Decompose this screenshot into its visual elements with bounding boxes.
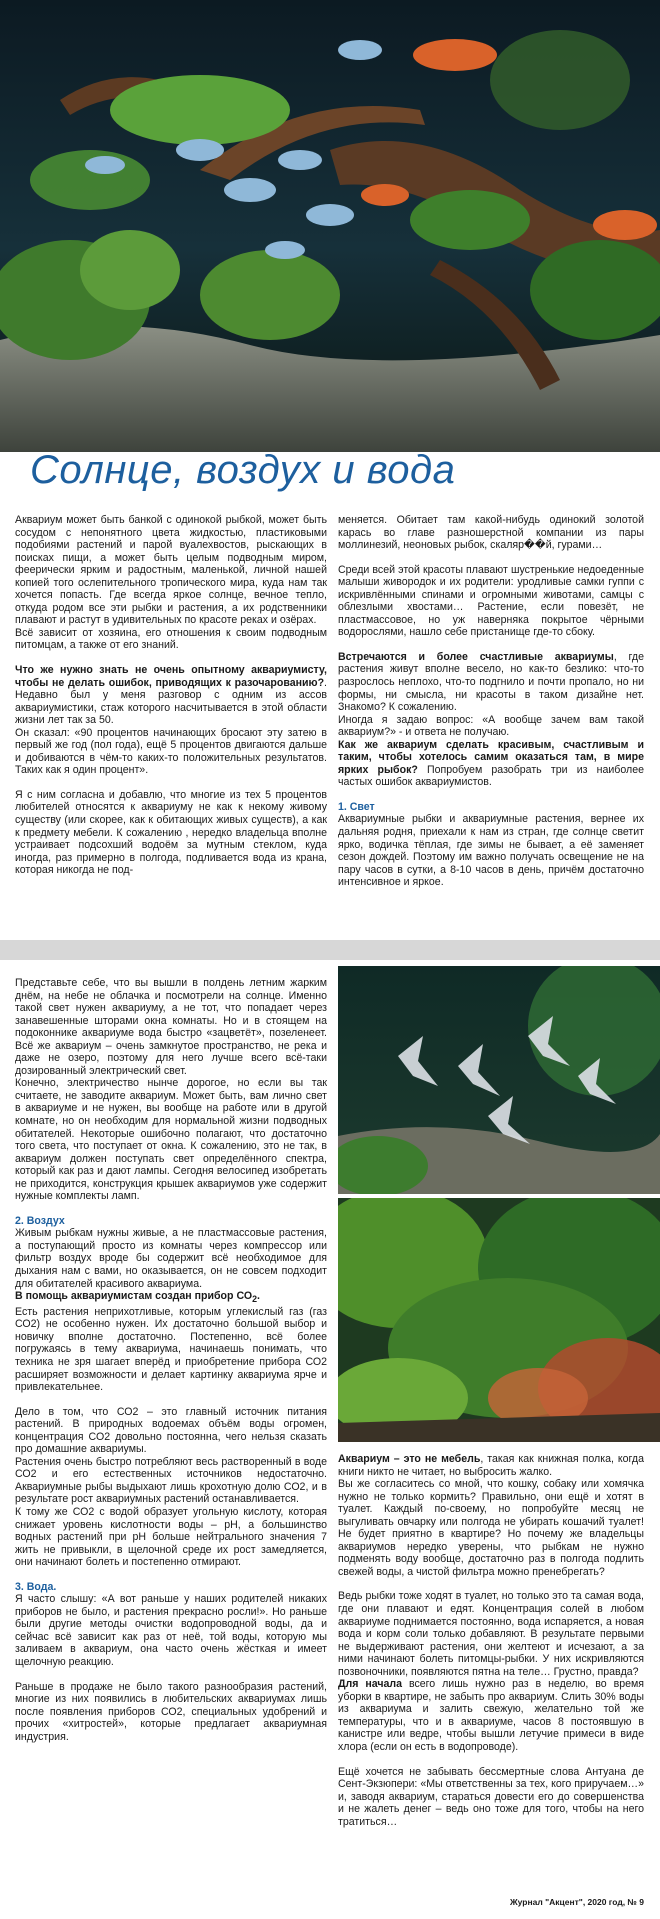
section-heading-light: 1. Свет [338, 800, 375, 813]
paragraph [338, 1678, 644, 1753]
paragraph: Ещё хочется не забывать бессмертные слова Антуана де Сент-Экзюпери: «Мы ответственны за тех, кого приручаем…» и, заводя аквариум, стараться довести его до совершенства и не жалеть денег – ведь оно тоже для того, чтобы на него тратиться… [338, 1765, 644, 1828]
paragraph-text: . Недавно был у меня разговор с одним из ассов аквариумистики, стаж которого насчитывается в этой области жизни лет так за 50. [15, 676, 327, 727]
paragraph: К тому же СО2 с водой образует угольную кислоту, которая снижает уровень кислотности воды – pH, а большинство водных растений при pH больше нейтрального значения 7 жить не привыкли, в щелочной среде их рост замедляется, они начинают болеть и постепенно отмирают. [15, 1505, 327, 1569]
paragraph: Аквариум может быть банкой с одинокой рыбкой, может быть сосудом с непонятного цвета жидкостью, пластиковыми подобиями растений и парой вуалехвостов, рыскающих в поисках пищи, а может быть целым подводным миром, феерически ярким и радостным, маленькой, личной нашей копией того ослепительного тропического мира, куда нам так хочется попасть. Где всегда яркое солнце, вечное тепло, откуда родом все эти рыбки и растения, а их родственники плавают и растут в удивительных по красоте реках и озёрах. [15, 514, 327, 627]
paragraph: Ведь рыбки тоже ходят в туалет, но только это та самая вода, где они плавают и едят. Концентрация солей в любом аквариуме поднимается постоянно, вода испаряется, а новая вода и корм соли только добавляют. В результате первыми не выдерживают растения, они желтеют и исчезают, а за ними начинают болеть питомцы-рыбки. У них искривляются позвоночники, появляются пятна на теле… Грустно, правда? [338, 1590, 644, 1678]
paragraph: Аквариумные рыбки и аквариумные растения, вернее их дальняя родня, приехали к нам из стран, где солнце светит ярко, водичка тёплая, где зимы не бывает, а её заменяет сезон дождей. Поэтому им важно получать освещение не на пару часов в сутки, а 8-10 часов в день, причём достаточно интенсивное и яркое. [338, 813, 644, 889]
paragraph: Всё зависит от хозяина, его отношения к своим подводным питомцам, а также от его знаний. [15, 626, 327, 652]
text-column-2 [338, 514, 644, 934]
bold-phrase-end: . [257, 1290, 260, 1303]
bold-question: Как же аквариум сделать красивым, счастливым и таким, чтобы хотелось самим оказаться там, в мире ярких рыбок? [338, 738, 644, 776]
paragraph-text: , где растения живут вполне весело, но как-то безлико: что-то разрослось неплохо, что-то подгнило и почти пропало, но ни формы, ни смысла, ни красоты в таком дизайне нет. Знакомо? К сожалению. [338, 650, 644, 714]
text-column-3 [15, 977, 327, 1905]
paragraph: Среди всей этой красоты плавают шустренькие недоеденные малыши живородок и их родители: уродливые самки гуппи с искривлёнными спинами и огромными животами, самцы с облезлыми хвостами… Растение, если повезёт, не пластмассовое, но уж наверняка покрытое чёрными водорослями, нашло себе пристанище где-то сбоку. [338, 563, 644, 639]
paragraph-text: всего лишь нужно раз в неделю, во время уборки в квартире, не забыть про аквариум. Слить 30% воды из аквариума и залить свежую, желательно той же температуры, что и в аквариуме, часов 8 постоявшую в канистре или ведре, чтобы вышли летучие примеси в виде хлора (если он есть в водопроводе). [338, 1678, 644, 1754]
planted-aquarium-image [338, 1198, 660, 1442]
paragraph: Я часто слышу: «А вот раньше у наших родителей никаких приборов не было, и растения прекрасно росли!». Но раньше были другие методы очистки водопроводной воды, да и сейчас всё зависит как раз от неё, той воды, которую мы заливаем в аквариум, она часто очень жёсткая и имеет щелочную реакцию. [15, 1593, 327, 1668]
paragraph: Растения очень быстро потребляют весь растворенный в воде СО2 и его естественных источников недостаточно. Аквариумные рыбы выдыхают лишь крохотную долю СО2, и в результате рост аквариумных растений останавливается. [15, 1455, 327, 1506]
text-column-1 [15, 514, 327, 934]
paragraph: Представьте себе, что вы вышли в полдень летним жарким днём, на небе не облачка и посмотрели на солнце. Именно такой свет нужен аквариуму, а не тот, что попадает через занавешенные шторами окна комнаты. Но и в стоящем на подоконнике аквариуме вода быстро «зацветёт», позеленеет. Всё же аквариум – очень замкнутое пространство, не река и даже не озеро, поэтому для него лучше всего всё-таки дозированный электрический свет. [15, 977, 327, 1077]
bold-phrase: Для начала [338, 1678, 403, 1691]
article-title: Солнце, воздух и вода [30, 448, 456, 492]
paragraph: Вы же согласитесь со мной, что кошку, собаку или хомячка нужно не только кормить? Правильно, они ещё и хотят в туалет. Каждый по-своему, но попробуйте месяц не выгуливать овчарку или полгода не убирать кошачий туалет! Не будет приятно в квартире? Но почему же владельцы аквариумов нередко уверены, что рыбкам не нужно подменять воду вообще, достаточно раз в полгода подлить свежей воды, а чистой фильтра можно пренебрегать? [338, 1478, 644, 1578]
aquarium-hero-image [0, 0, 660, 452]
paragraph [338, 739, 644, 789]
paragraph: меняется. Обитает там какой-нибудь одинокий золотой карась во главе разношерстной компании из пары моллинезий, неоновых рыбок, скаляр��й, гурами… [338, 514, 644, 552]
bold-phrase: Встречаются и более счастливые аквариумы [338, 650, 614, 663]
bold-phrase: В помощь аквариумистам создан прибор СО [15, 1290, 253, 1303]
paragraph: Есть растения неприхотливые, которым углекислый газ (газ СО2) не особенно нужен. Их достаточно большой выбор и новичку вполне достаточно. Постепенно, всё более погружаясь в тему аквариума, начинаешь понимать, что техника не зря шагает вперёд и приобретение прибора СО2 расширяет возможности и делает картинку аквариума ярче и привлекательнее. [15, 1305, 327, 1394]
section-heading-air: 2. Воздух [15, 1214, 65, 1227]
text-column-4 [338, 1453, 644, 1903]
paragraph [15, 664, 327, 727]
angelfish-image [338, 966, 660, 1194]
subscript: 2 [252, 1294, 257, 1305]
magazine-footer: Журнал "Акцент", 2020 год, № 9 [510, 1897, 644, 1907]
paragraph: Раньше в продаже не было такого разнообразия растений, многие из них появились в любительских аквариумах лишь после появления приборов СО2, специальных удобрений и прочих «хитростей», которые предлагает аквариумная индустрия. [15, 1680, 327, 1743]
paragraph: Дело в том, что СО2 – это главный источник питания растений. В природных водоемах объём воды огромен, концентрация СО2 довольно постоянна, чего нельзя сказать про домашние аквариумы. [15, 1405, 327, 1456]
bold-phrase: Аквариум – это не мебель [338, 1453, 481, 1465]
paragraph: Живым рыбкам нужны живые, а не пластмассовые растения, а поступающий просто из комнаты через компрессор или фильтр воздух вроде бы содержит всё необходимое для дыхания нам с вами, но оказывается, он не совсем подходит для обитателей красивого аквариума. [15, 1227, 327, 1290]
paragraph-text: , такая как книжная полка, когда книги никто не читает, но выбросить жалко. [338, 1453, 644, 1478]
paragraph [338, 1453, 644, 1478]
paragraph [338, 651, 644, 714]
paragraph: Конечно, электричество нынче дорогое, но если вы так считаете, не заводите аквариум. Может быть, вам лично свет в аквариуме и не нужен, вы вообще на работе или в другой комнате, но он необходим для нормальной жизни подводных обитателей. Некоторые ошибочно полагают, что достаточно того света, что поступает от окна. К сожалению, это не так, в аквариум должен поступать свет определённого спектра, который как раз и дают лампы. Сегодня велосипед изобретать не приходится, конструкция крышек аквариумов уже содержит нужные комплекты ламп. [15, 1077, 327, 1203]
paragraph: Я с ним согласна и добавлю, что многие из тех 5 процентов любителей относятся к аквариуму не как к некому живому существу (или скорее, как к обитающих живых существ), а как к предмету мебели. К сожалению , нередко владельца вполне устраивает подсохший водоём за мутным стеклом, куда иногда, раз примерно в полгода, подливается вода из крана, которая никогда не под- [15, 788, 327, 877]
paragraph-text: Попробуем разобрать три из наиболее частых ошибок аквариумистов. [338, 763, 644, 789]
bold-question: Что же нужно знать не очень опытному аквариумисту, чтобы не делать ошибок, приводящих к разочарованию? [15, 664, 327, 689]
paragraph: Иногда я задаю вопрос: «А вообще зачем вам такой аквариум?» - и ответа не получаю. [338, 713, 644, 739]
page-divider-band [0, 940, 660, 960]
paragraph [15, 1290, 327, 1306]
paragraph: Он сказал: «90 процентов начинающих бросают эту затею в первый же год (пол года), ещё 5 процентов двигаются дальше и добиваются в чём-то каких-то положительных результатов. Таких как я один процент». [15, 726, 327, 777]
section-heading-water: 3. Вода. [15, 1580, 57, 1593]
